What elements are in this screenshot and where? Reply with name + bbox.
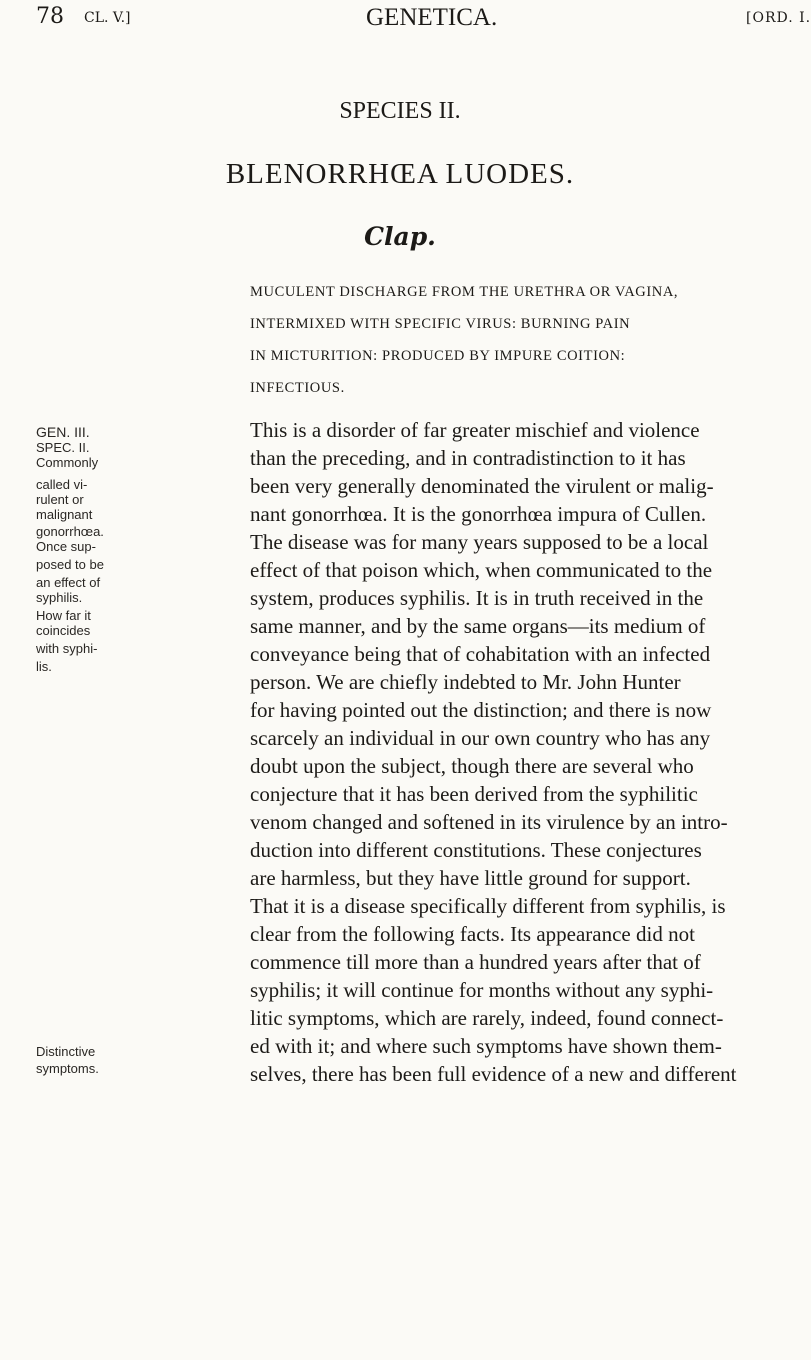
body-line: conveyance being that of cohabitation with an infected [250,642,711,666]
body-line: effect of that poison which, when communicated to the [250,558,713,582]
body-line: commence till more than a hundred years after that of [250,950,701,974]
body-line: ed with it; and where such symptoms have shown them- [250,1034,722,1058]
body-line: for having pointed out the distinction; and there is now [250,698,712,722]
body-line: venom changed and softened in its virulence by an intro- [250,810,728,834]
order-reference: [ORD. I. [746,10,811,26]
body-line: same manner, and by the same organs—its medium of [250,614,706,638]
body-line: scarcely an individual in our own country who has any [250,726,711,750]
sidenote-1: GEN. III. SPEC. II. Commonly called vi- rulent or malignant gonorrhœa. Once sup- posed to be an effect of syphilis. How far it coincides with syphi- lis. [36,424,104,674]
species-character [250,276,780,404]
body-line: than the preceding, and in contradistinction to it has [250,446,686,470]
species-title: BLENORRHŒA LUODES. [225,158,575,190]
running-header [36,4,811,38]
running-title: GENETICA. [366,4,498,31]
character-line: IN MICTURITION: PRODUCED BY IMPURE COITION: [250,348,626,364]
body-line: selves, there has been full evidence of a new and different [250,1062,737,1086]
body-line: litic symptoms, which are rarely, indeed, found connect- [250,1006,724,1030]
body-line: The disease was for many years supposed to be a local [250,530,709,554]
body-line: syphilis; it will continue for months without any syphi- [250,978,714,1002]
body-line: person. We are chiefly indebted to Mr. John Hunter [250,670,681,694]
character-line: MUCULENT DISCHARGE FROM THE URETHRA OR VAGINA, [250,284,679,300]
body-line: nant gonorrhœa. It is the gonorrhœa impura of Cullen. [250,502,707,526]
body-line: This is a disorder of far greater mischief and violence [250,418,700,442]
sidenote-2: Distinctive symptoms. [36,1044,99,1076]
character-line: INFECTIOUS. [250,380,345,396]
common-name: Clap. [364,222,436,251]
body-line: been very generally denominated the virulent or malig- [250,474,714,498]
body-text [250,416,780,1088]
page-number: 78 [36,4,64,29]
character-line: INTERMIXED WITH SPECIFIC VIRUS: BURNING PAIN [250,316,631,332]
body-line: conjecture that it has been derived from the syphilitic [250,782,698,806]
body-line: That it is a disease specifically different from syphilis, is [250,894,726,918]
body-line: duction into different constitutions. These conjectures [250,838,702,862]
body-line: clear from the following facts. Its appearance did not [250,922,695,946]
body-line: are harmless, but they have little ground for support. [250,866,691,890]
class-reference: CL. V.] [84,10,131,26]
species-heading: SPECIES II. [339,98,461,124]
body-line: doubt upon the subject, though there are several who [250,754,694,778]
body-line: system, produces syphilis. It is in truth received in the [250,586,704,610]
